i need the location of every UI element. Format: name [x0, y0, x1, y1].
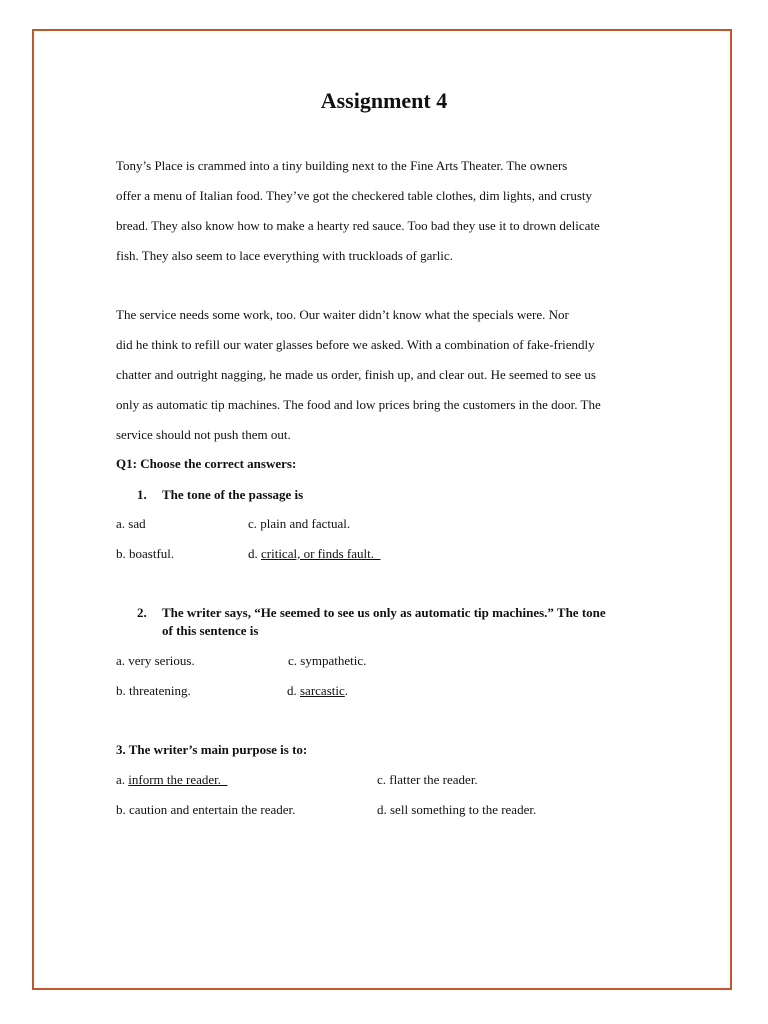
- question-1-option-c: c. plain and factual.: [248, 516, 351, 531]
- question-2-option-d-prefix: d.: [287, 683, 300, 698]
- question-3-option-a: [116, 771, 228, 789]
- paragraph-1-line-1: Tony’s Place is crammed into a tiny building next to the Fine Arts Theater. The owners: [116, 158, 568, 173]
- page-title: Assignment 4: [320, 88, 448, 113]
- paragraph-2-line-1: The service needs some work, too. Our waiter didn’t know what the specials were. Nor: [116, 307, 569, 322]
- paragraph-1-line-4: fish. They also seem to lace everything with truckloads of garlic.: [116, 248, 453, 263]
- question-1-answer: critical, or finds fault.: [261, 546, 381, 561]
- question-3-option-d: d. sell something to the reader.: [377, 802, 537, 817]
- paragraph-2-line-2: did he think to refill our water glasses before we asked. With a combination of fake-friendly: [116, 337, 595, 352]
- question-2-text-line-2: of this sentence is: [162, 623, 259, 638]
- question-2-number: 2.: [137, 605, 147, 620]
- question-1-option-d-prefix: d.: [248, 546, 261, 561]
- question-3-text: 3. The writer’s main purpose is to:: [116, 742, 308, 757]
- question-1-option-b: b. boastful.: [116, 546, 175, 561]
- question-1-option-d: [248, 545, 381, 563]
- question-3-option-c: c. flatter the reader.: [377, 772, 478, 787]
- paragraph-1-line-3: bread. They also know how to make a hearty red sauce. Too bad they use it to drown delicate: [116, 218, 600, 233]
- question-1-text: The tone of the passage is: [162, 487, 304, 502]
- paragraph-1-line-2: offer a menu of Italian food. They’ve got the checkered table clothes, dim lights, and crusty: [116, 188, 593, 203]
- question-3-option-b: b. caution and entertain the reader.: [116, 802, 296, 817]
- question-3-answer: inform the reader.: [128, 772, 228, 787]
- question-3-option-a-prefix: a.: [116, 772, 129, 787]
- question-2-option-b: b. threatening.: [116, 683, 191, 698]
- question-2-option-c: c. sympathetic.: [288, 653, 367, 668]
- paragraph-2-line-3: chatter and outright nagging, he made us order, finish up, and clear out. He seemed to see us: [116, 367, 596, 382]
- question-2-answer: sarcastic: [300, 683, 345, 698]
- question-2-option-d: [287, 682, 348, 700]
- question-1-option-a: a. sad: [116, 516, 146, 531]
- question-2-option-a: a. very serious.: [116, 653, 195, 668]
- paragraph-2-line-5: service should not push them out.: [116, 427, 291, 442]
- question-2-text-line-1: The writer says, “He seemed to see us only as automatic tip machines.” The tone: [162, 605, 606, 620]
- paragraph-2-line-4: only as automatic tip machines. The food and low prices bring the customers in the door. The: [116, 397, 601, 412]
- q1-heading: Q1: Choose the correct answers:: [116, 456, 297, 471]
- question-1-number: 1.: [137, 487, 147, 502]
- question-2-option-d-suffix: .: [344, 683, 349, 698]
